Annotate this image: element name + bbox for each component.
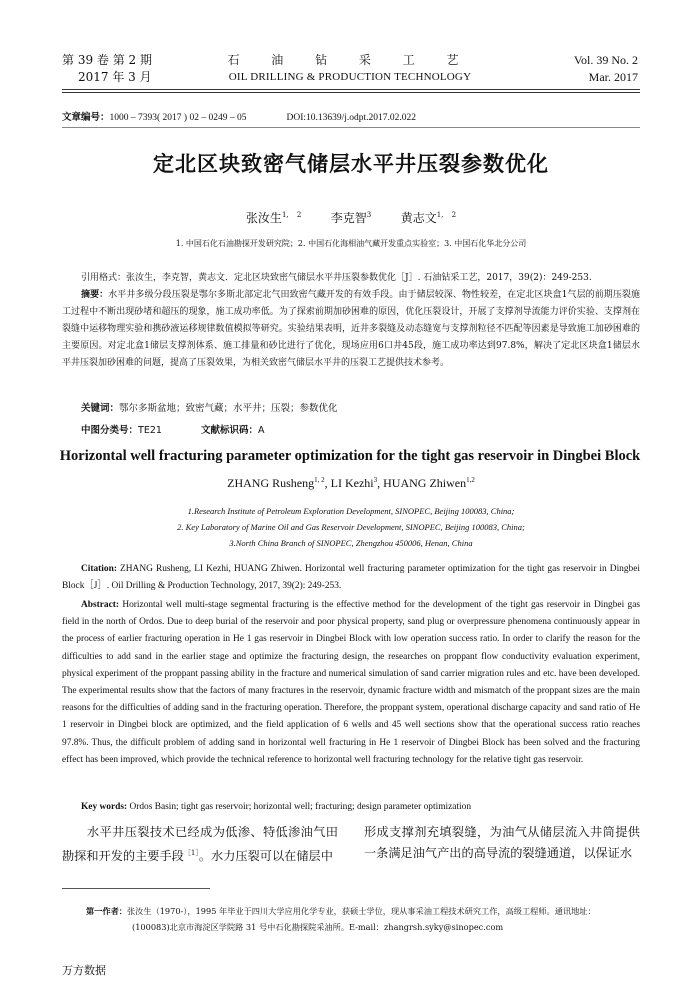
author-cn-affil: 1, 2 [281,211,302,219]
affiliations-cn: 1. 中国石化石油勘探开发研究院；2. 中国石化海相油气藏开发重点实验室；3. 中国石化华北分公司 [175,239,527,248]
abstract-cn [62,287,640,372]
citation-en-label: Citation: [81,564,117,574]
header-vol-no: Vol. 39 No. 2 [573,53,638,67]
doc-code-value: A [257,425,265,436]
author-cn: 张汝生 [245,211,282,225]
keywords-en-text: Ordos Basin; tight gas reservoir; horizontal well; fracturing; design parameter optimization [129,802,472,812]
abstract-en-label: Abstract: [81,600,120,610]
authors-cn [62,209,640,226]
keywords-en-label: Key words: [81,802,128,812]
doc-code-label: 文献标识码： [200,425,258,436]
body-reference: ［1］ [183,849,199,857]
article-number-line [62,109,416,123]
author-cn: 黄志文 [400,211,437,225]
author-cn: 李克智 [330,211,367,225]
keywords-cn [62,400,338,414]
title-en: Horizontal well fracturing parameter optimization for the tight gas reservoir in Dingbei Block [59,448,641,464]
author-en-affil: 1,2 [466,476,475,484]
header-journal [220,52,480,86]
title-cn: 定北区块致密气储层水平井压裂参数优化 [153,152,549,176]
citation-cn [62,270,640,287]
clc-label: 中图分类号： [81,425,139,436]
affiliation-en: 2. Key Laboratory of Marine Oil and Gas Reservoir Development, SINOPEC, Beijing 100083, China; [177,522,525,532]
body-column-left [62,822,338,867]
abstract-en [62,597,640,769]
citation-en [62,561,640,595]
article-number-rule [62,127,640,128]
affiliation-en: 3.North China Branch of SINOPEC, Zhengzhou 450006, Henan, China [229,538,473,548]
abstract-en-text: Horizontal well multi-stage segmental fracturing is the effective method for the development of the tight gas reservoir in Dingbei gas field in the north of Ordos. Due to deep burial of the reservoir and poor physical property, sand plug or overpressure phenomena continuously appear in the process of earlier fracturing operation in He 1 gas reservoir in Dingbei Block with low operation success ratio. In order to clarify the reason for the difficulties to add sand in the earlier stage and optimize the fracturing design, the researches on proppant flow conductivity evaluation experiment, physical experiment of the proppant passing ability in the fracture and numerical simulation of sand carrier migration rules and etc. have been developed. The experimental results show that the factors of many fractures in the reservoir, dynamic fracture width and mismatch of the proppant sizes are the main reasons for the difficulties of adding sand in the fracturing operation. Therefore, the proppant system, operational discharge capacity and sand ratio of He 1 reservoir in Dingbei block are optimized, and the field application of 6 wells and 45 well sections show that the operational success ratio reaches 97.8%. Thus, the difficult problem of adding sand in horizontal well fracturing in He 1 reservoir of Dingbei Block has been solved and the fracturing effect has been improved, which provide the technical reference to horizontal well fracturing technology for the relative tight gas reservoir. [62,600,641,765]
citation-en-text: ZHANG Rusheng, LI Kezhi, HUANG Zhiwen. Horizontal well fracturing parameter optimization for the tight gas reservoir in Dingbei Block［J］. Oil Drilling & Production Technology, 2017, 39(2): 249-253. [62,564,641,592]
author-en: LI Kezhi [330,476,374,490]
footnote-line1: 张汝生（1970-），1995 年毕业于四川大学应用化学专业，获硕士学位，现从事采油工程技术研究工作，高级工程师。通讯地址： [126,906,596,916]
body-column-right: 形成支撑剂充填裂缝，为油气从储层流入井筒提供一条满足油气产出的高导流的裂缝通道，以保证水 [364,825,640,860]
keywords-cn-label: 关键词： [81,403,120,414]
article-number-value: 1000 – 7393( 2017 ) 02 – 0249 – 05 [109,113,247,123]
author-en-affil: 1, 2 [314,476,325,484]
header-rule-top [62,89,640,90]
journal-name-en: OIL DRILLING & PRODUCTION TECHNOLOGY [228,71,472,83]
footnote-author [86,903,640,935]
doi: DOI:10.13639/j.odpt.2017.02.022 [286,113,417,123]
watermark-wanfang: 万方数据 [62,964,106,977]
author-cn-affil: 3 [366,211,372,219]
affiliation-en: 1.Research Institute of Petroleum Exploration Development, SINOPEC, Beijing 100083, China; [187,506,515,516]
header-date: 2017 年 3 月 [78,70,152,84]
header-month-year: Mar. 2017 [588,70,638,84]
article-number-label: 文章编号： [62,112,110,123]
journal-name-cn: 石 油 钻 采 工 艺 [227,53,473,67]
keywords-en [62,799,640,816]
footnote-rule [62,888,210,889]
header-volume-en [530,52,638,86]
author-en: ZHANG Rusheng [227,476,315,490]
classification [62,422,264,436]
abstract-cn-label: 摘要： [81,290,109,300]
citation-cn-label: 引用格式： [81,273,127,283]
header-rule-bottom [62,92,640,93]
author-cn-affil: 1, 2 [436,211,457,219]
affiliations-en [62,503,640,551]
header-issue [62,52,212,86]
body-left-text: 水平井压裂技术已经成为低渗、特低渗油气田勘探和开发的主要手段 [62,825,338,864]
footnote-line2: (100083)北京市海淀区学院路 31 号中石化勘探院采油所。E-mail：zhangrsh.syky@sinopec.com [132,922,504,932]
body-left-text-cont: 。水力压裂可以在储层中 [198,849,333,864]
footnote-label: 第一作者： [86,906,127,916]
author-en: HUANG Zhiwen [383,476,467,490]
author-en-affil: 3 [373,476,378,484]
abstract-cn-text: 水平井多级分段压裂是鄂尔多斯北部定北气田致密气藏开发的有效手段。由于储层较深、物性较差，在定北区块盒1气层的前期压裂施工过程中不断出现砂堵和超压的现象，施工成功率低。为了探索前期加砂困难的原因，优化压裂设计，开展了支撑剂导流能力评价实验、支撑剂在裂缝中运移物理实验和携砂液运移规律数值模拟等研究。实验结果表明，近井多裂缝及动态缝宽与支撑剂粒径不匹配等因素是导致施工加砂困难的主要原因。对定北盒1储层支撑剂体系、施工排量和砂比进行了优化，现场应用6口井45段，施工成功率达到97.8%，解决了定北区块盒1储层水平井压裂加砂困难的问题，提高了压裂效果，为相关致密气储层水平井的压裂工艺提供技术参考。 [62,290,640,368]
clc-value: TE21 [138,425,162,436]
citation-cn-text: 张汝生，李克智，黄志文．定北区块致密气储层水平井压裂参数优化［J］. 石油钻采工艺，2017，39(2)：249-253. [126,273,592,283]
header-volume-issue: 第 39 卷 第 2 期 [62,53,152,67]
keywords-cn-text: 鄂尔多斯盆地；致密气藏；水平井；压裂；参数优化 [119,403,338,414]
authors-en: ZHANG Rusheng$^{1, 2}$, LI Kezhi$^3$, HUANG Zhiwen$^{1,2}$ [227,476,475,490]
